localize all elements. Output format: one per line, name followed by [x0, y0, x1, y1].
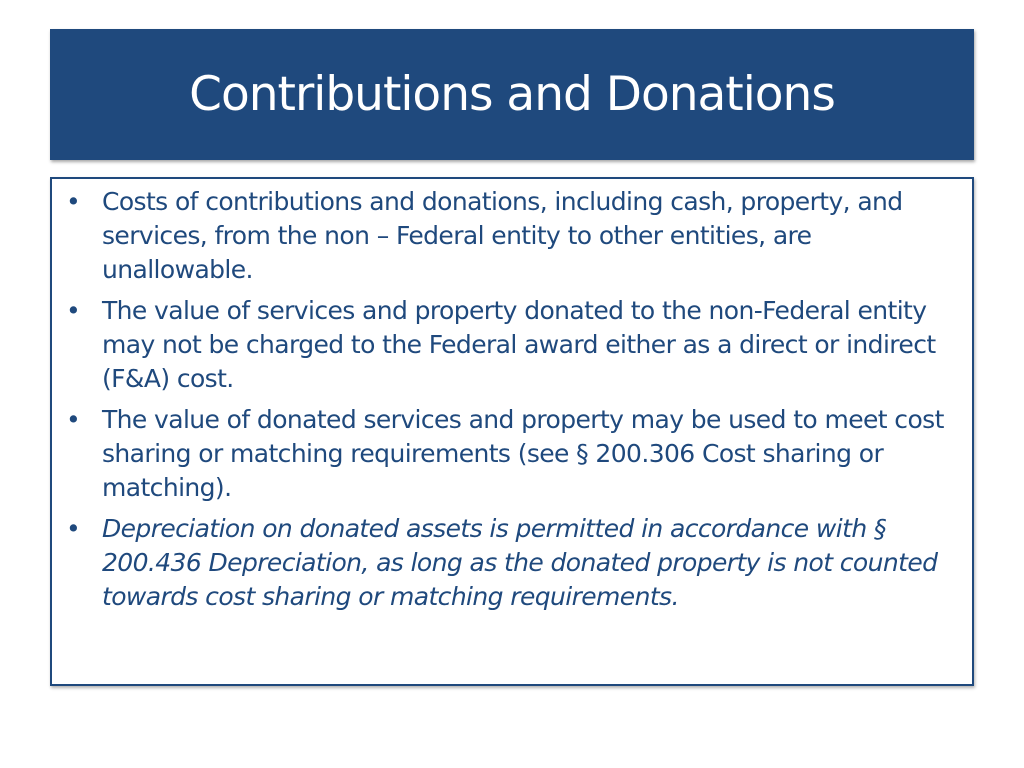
slide-title: Contributions and Donations: [189, 67, 835, 122]
bullet-item: [66, 403, 958, 505]
bullet-icon: •: [66, 187, 81, 216]
bullet-item: [66, 185, 958, 287]
bullet-text: Costs of contributions and donations, including cash, property, and services, from the non – Federal entity to other entities, are unallowable.: [102, 187, 903, 284]
bullet-item: [66, 512, 958, 614]
bullet-list: [52, 179, 972, 614]
content-box: [50, 177, 974, 686]
bullet-icon: •: [66, 514, 81, 543]
bullet-text: The value of services and property donated to the non-Federal entity may not be charged to the Federal award either as a direct or indirect (F&A) cost.: [102, 296, 936, 393]
title-bar: [50, 29, 974, 160]
bullet-icon: •: [66, 405, 81, 434]
bullet-text: Depreciation on donated assets is permitted in accordance with § 200.436 Depreciation, as long as the donated property is not counted towards cost sharing or matching requirements.: [102, 514, 938, 611]
bullet-text: The value of donated services and property may be used to meet cost sharing or matching requirements (see § 200.306 Cost sharing or matching).: [102, 405, 944, 502]
bullet-icon: •: [66, 296, 81, 325]
bullet-item: [66, 294, 958, 396]
